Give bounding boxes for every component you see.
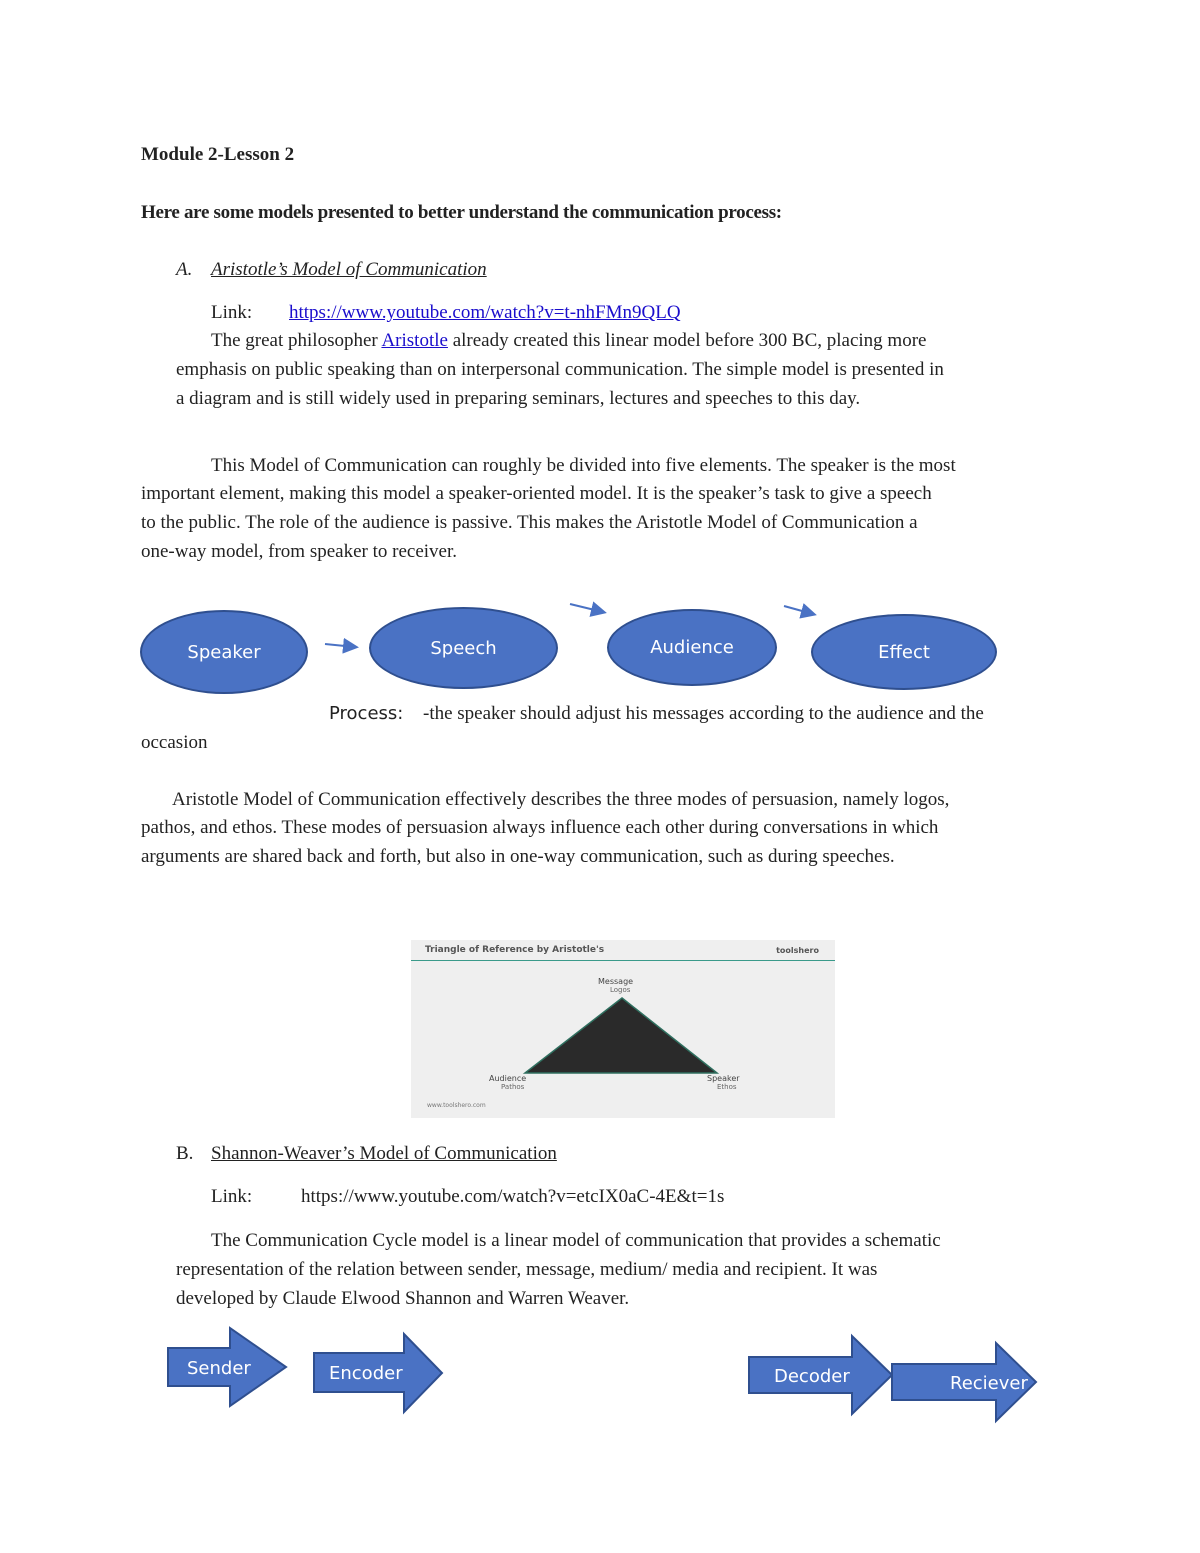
section-a-paragraph-3-line-1: Aristotle Model of Communication effectively describes the three modes of persuasion, namely logos, — [172, 789, 950, 810]
speech-node: Speech — [369, 607, 558, 689]
p1-after: already created this linear model before 300 BC, placing more — [447, 330, 927, 351]
process-text-line-2: occasion — [141, 732, 208, 753]
section-a-paragraph-2-line-3: to the public. The role of the audience is passive. This makes the Aristotle Model of Communication a — [141, 512, 918, 533]
triangle-top-label: Message — [598, 977, 634, 986]
triangle-left-label: Audience — [489, 1074, 527, 1083]
process-text: -the speaker should adjust his messages according to the audience and the — [423, 703, 984, 724]
aristotle-link[interactable]: Aristotle — [381, 330, 448, 351]
speaker-node: Speaker — [140, 610, 308, 694]
triangle-right-label: Speaker — [707, 1074, 740, 1083]
triangle-footer: www.toolshero.com — [427, 1102, 486, 1109]
section-b-marker: B. — [176, 1143, 194, 1164]
triangle-left-sub: Pathos — [501, 1083, 525, 1091]
section-b-paragraph-line-3: developed by Claude Elwood Shannon and Warren Weaver. — [176, 1288, 630, 1309]
section-a-paragraph-2-line-2: important element, making this model a speaker-oriented model. It is the speaker’s task to give a speech — [141, 483, 932, 504]
p1-before: The great philosopher — [211, 330, 382, 351]
process-label: Process: — [329, 703, 404, 724]
section-a-title: Aristotle’s Model of Communication — [211, 259, 487, 280]
section-b-link[interactable]: https://www.youtube.com/watch?v=etcIX0aC-4E&t=1s — [301, 1186, 725, 1207]
section-b-paragraph-line-2: representation of the relation between sender, message, medium/ media and recipient. It was — [176, 1259, 878, 1280]
section-a-paragraph-1-line-2: emphasis on public speaking than on interpersonal communication. The simple model is presented in — [176, 359, 944, 380]
section-b-title: Shannon-Weaver’s Model of Communication — [211, 1143, 557, 1164]
triangle-top-sub: Logos — [610, 986, 631, 994]
page-title: Module 2-Lesson 2 — [141, 144, 295, 165]
intro-text: Here are some models presented to better understand the communication process: — [141, 202, 782, 223]
section-a-paragraph-2-line-4: one-way model, from speaker to receiver. — [141, 541, 458, 562]
encoder-label: Encoder — [329, 1363, 403, 1384]
triangle-title: Triangle of Reference by Aristotle's — [425, 945, 605, 955]
section-b-link-label: Link: — [211, 1186, 253, 1207]
section-a-link-label: Link: — [211, 302, 253, 323]
section-b-paragraph-line-1: The Communication Cycle model is a linear model of communication that provides a schematic — [211, 1230, 941, 1251]
triangle-of-reference-figure — [411, 940, 835, 1118]
decoder-label: Decoder — [774, 1366, 850, 1387]
section-a-paragraph-1-line-3: a diagram and is still widely used in preparing seminars, lectures and speeches to this day. — [176, 388, 861, 409]
reciever-label: Reciever — [950, 1373, 1028, 1394]
section-a-link[interactable]: https://www.youtube.com/watch?v=t-nhFMn9QLQ — [289, 302, 681, 323]
triangle-brand: toolshero — [776, 946, 819, 955]
section-a-paragraph-3-line-3: arguments are shared back and forth, but also in one-way communication, such as during speeches. — [141, 846, 895, 867]
section-a-paragraph-3-line-2: pathos, and ethos. These modes of persuasion always influence each other during conversations in which — [141, 817, 939, 838]
triangle-shape — [411, 940, 835, 1118]
audience-node: Audience — [607, 609, 777, 686]
section-a-paragraph-2-line-1: This Model of Communication can roughly be divided into five elements. The speaker is the most — [211, 455, 956, 476]
arrow-speaker-speech — [325, 644, 355, 647]
triangle-right-sub: Ethos — [717, 1083, 737, 1091]
diagram-arrows — [0, 590, 1200, 660]
section-a-marker: A. — [176, 259, 193, 280]
sender-label: Sender — [187, 1358, 251, 1379]
arrow-speech-audience — [570, 604, 603, 612]
arrow-audience-effect — [784, 606, 813, 614]
effect-node: Effect — [811, 614, 997, 690]
section-a-paragraph-1-line-1 — [211, 327, 926, 356]
